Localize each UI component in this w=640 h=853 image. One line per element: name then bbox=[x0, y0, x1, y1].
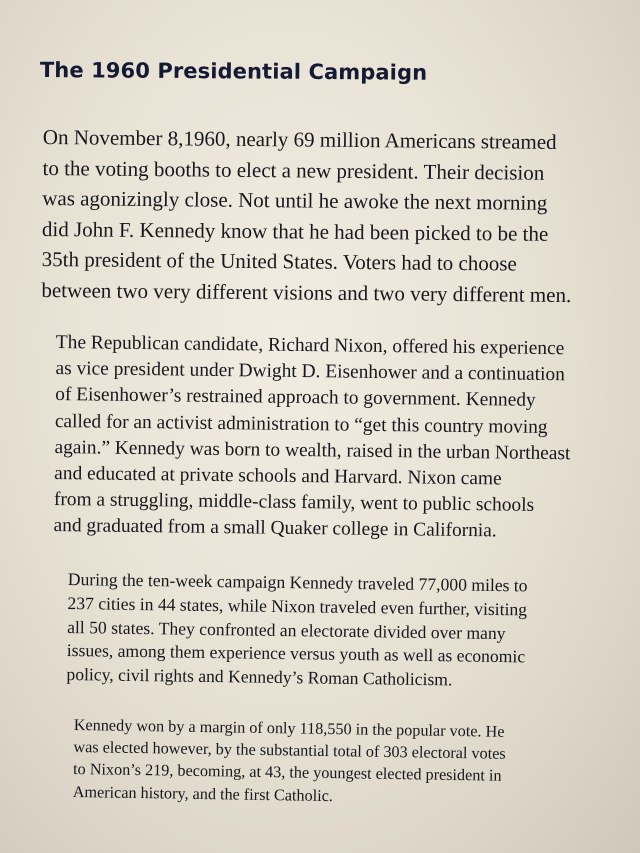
paragraph-result bbox=[73, 714, 507, 810]
text-line: from a struggling, middle-class family, went to public schools bbox=[53, 489, 535, 517]
paragraph-election-day bbox=[41, 122, 573, 311]
text-line: was agonizingly close. Not until he awoke the next morning bbox=[42, 186, 548, 216]
text-line: to the voting booths to elect a new president. Their decision bbox=[42, 155, 545, 185]
paragraph-candidates bbox=[53, 330, 571, 546]
text-line: On November 8,1960, nearly 69 million Americans streamed bbox=[42, 124, 557, 154]
text-line: and graduated from a small Quaker college in California. bbox=[53, 515, 497, 542]
text-line: American history, and the first Catholic. bbox=[72, 782, 334, 805]
text-line: The Republican candidate, Richard Nixon, offered his experience bbox=[55, 331, 565, 360]
text-line: called for an activist administration to “get this country moving bbox=[54, 410, 548, 438]
text-line: policy, civil rights and Kennedy’s Roman Catholicism. bbox=[66, 664, 453, 690]
text-line: 35th president of the United States. Voters had to choose bbox=[41, 247, 517, 276]
text-line: 237 cities in 44 states, while Nixon traveled even further, visiting bbox=[67, 592, 528, 620]
text-line: again.” Kennedy was born to wealth, raised in the urban Northeast bbox=[54, 436, 571, 465]
text-line: issues, among them experience versus youth as well as economic bbox=[66, 640, 526, 667]
text-line: to Nixon’s 219, becoming, at 43, the youngest elected president in bbox=[72, 760, 502, 786]
text-line: all 50 states. They confronted an electorate divided over many bbox=[67, 616, 506, 643]
placard-title: The 1960 Presidential Campaign bbox=[39, 58, 428, 85]
text-line: of Eisenhower’s restrained approach to government. Kennedy bbox=[55, 384, 536, 412]
text-line: as vice president under Dwight D. Eisenhower and a continuation bbox=[55, 358, 566, 386]
text-line: Kennedy won by a margin of only 118,550 in the popular vote. He bbox=[73, 715, 505, 741]
text-line: and educated at private schools and Harvard. Nixon came bbox=[54, 463, 502, 490]
paragraph-campaign-travel bbox=[66, 568, 527, 693]
text-line: was elected however, by the substantial total of 303 electoral votes bbox=[73, 738, 506, 763]
text-line: did John F. Kennedy know that he had been picked to be the bbox=[41, 216, 549, 246]
text-line: between two very different visions and two very different men. bbox=[41, 277, 572, 308]
text-line: During the ten-week campaign Kennedy traveled 77,000 miles to bbox=[67, 568, 528, 596]
